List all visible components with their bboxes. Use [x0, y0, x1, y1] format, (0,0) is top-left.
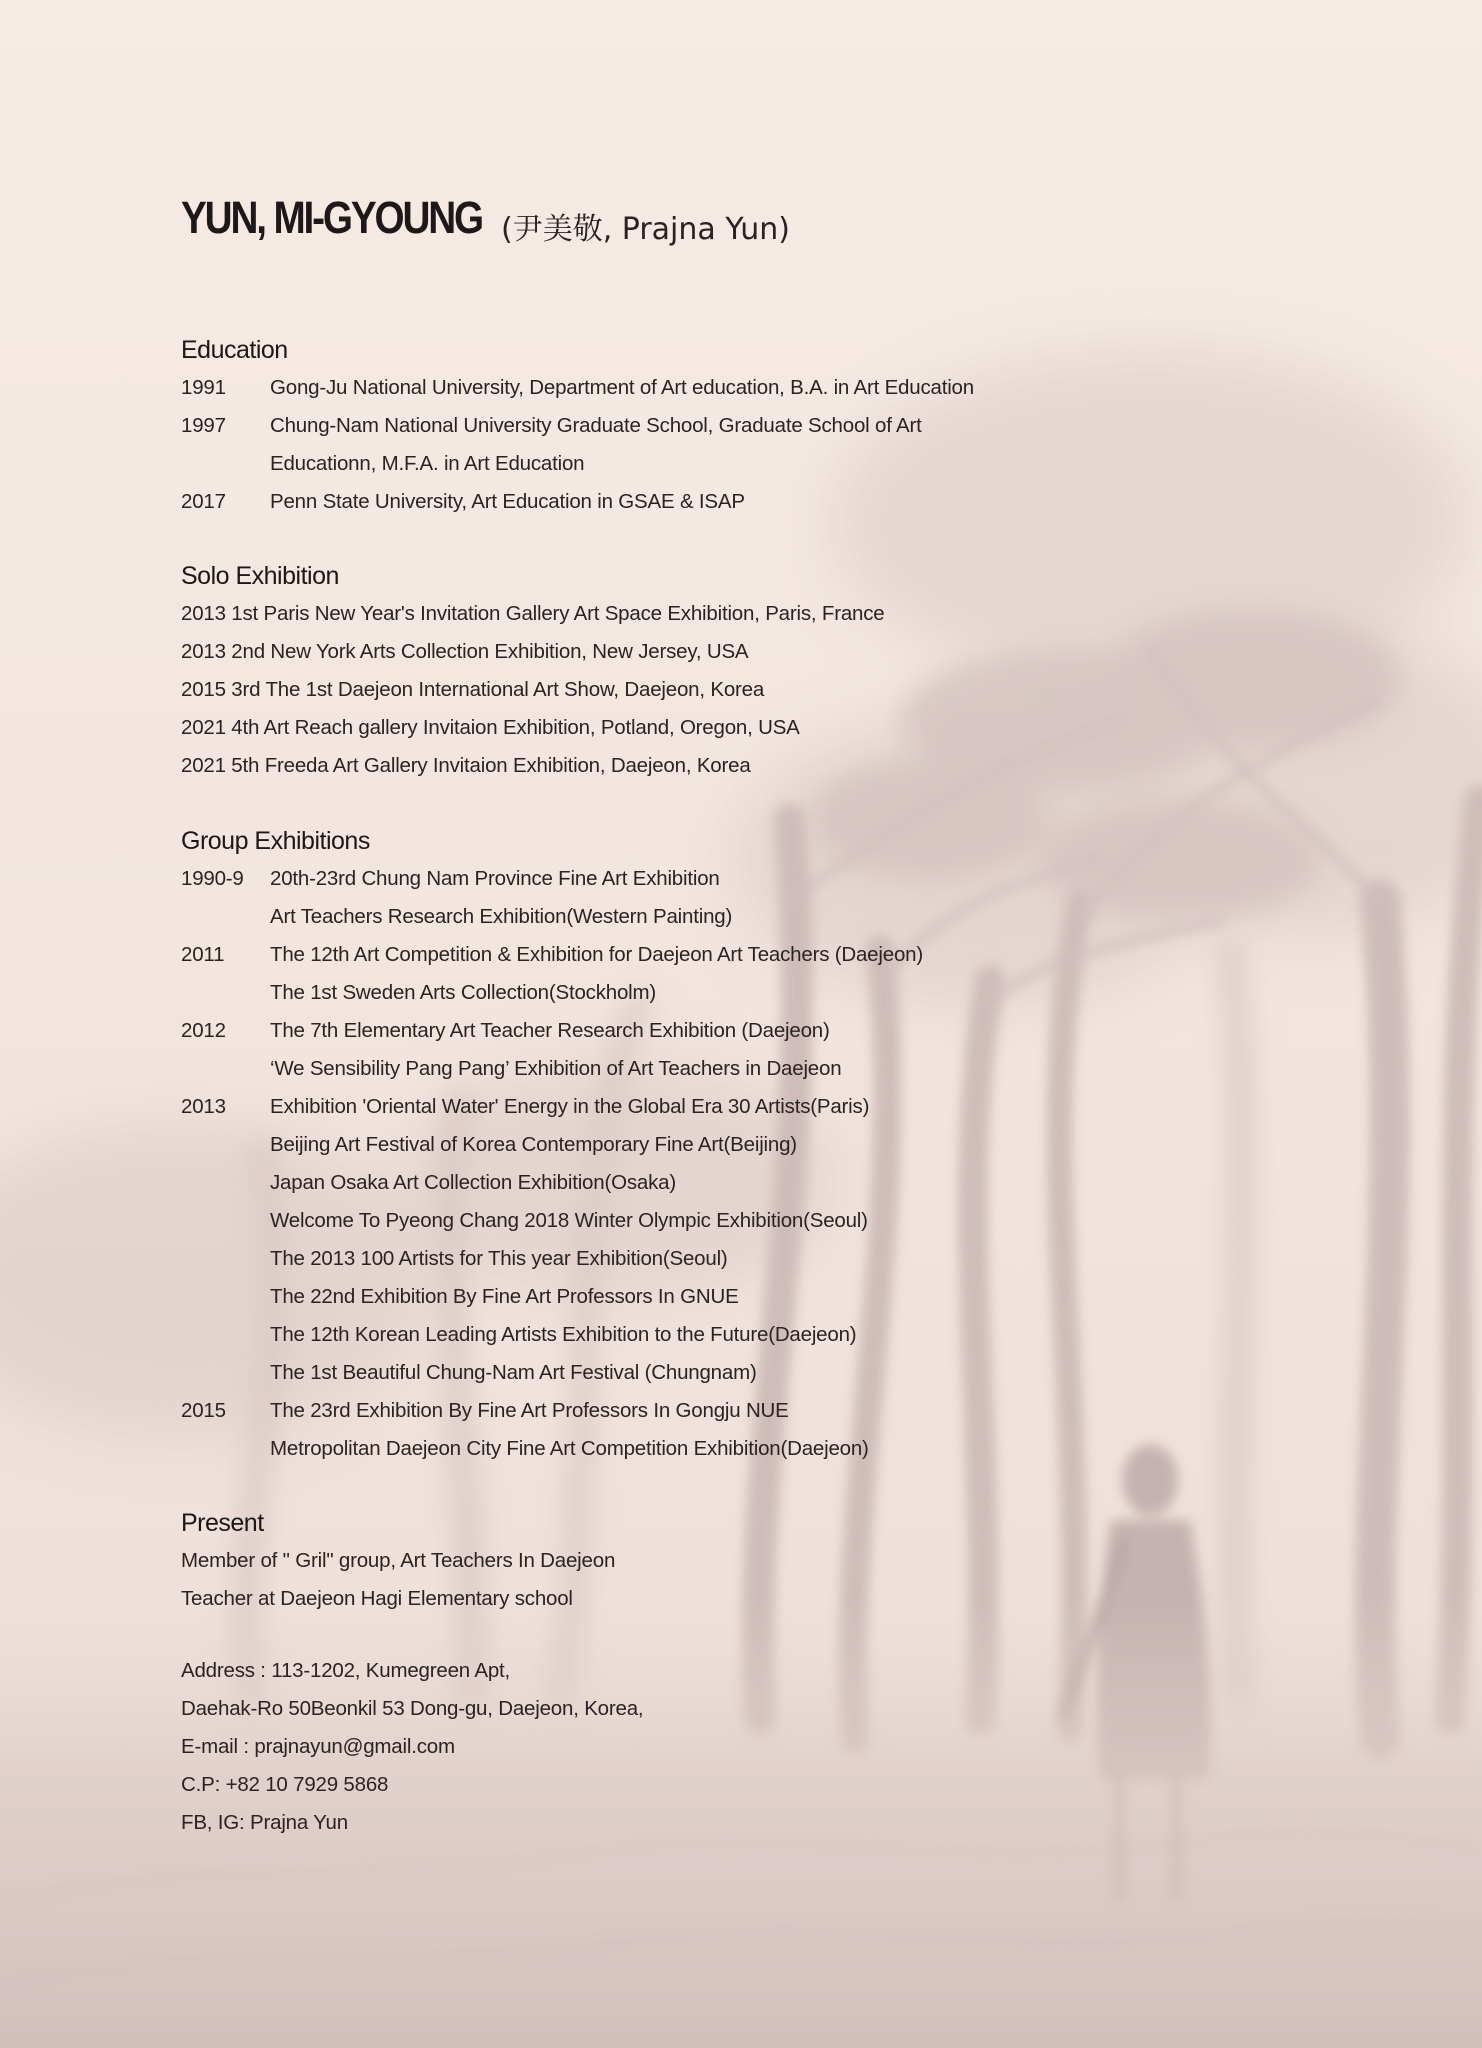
solo-exhibition-item: 2013 2nd New York Arts Collection Exhibition, New Jersey, USA — [181, 640, 749, 663]
year-spacer — [181, 1240, 270, 1278]
group-exhibition-year: 1990-9 — [181, 867, 244, 890]
education-year: 1997 — [181, 414, 226, 437]
group-exhibition-text: ‘We Sensibility Pang Pang’ Exhibition of Art Teachers in Daejeon — [270, 1057, 842, 1080]
group-exhibitions-section — [181, 822, 1281, 1468]
phone-line: C.P: +82 10 7929 5868 — [181, 1773, 389, 1796]
group-exhibition-item-continued — [181, 974, 1281, 1012]
group-exhibition-item-continued — [181, 1430, 1281, 1468]
group-exhibition-text: The 12th Korean Leading Artists Exhibition to the Future(Daejeon) — [270, 1323, 857, 1346]
education-text: Penn State University, Art Education in GSAE & ISAP — [270, 490, 745, 513]
solo-exhibition-section — [181, 557, 1281, 785]
group-exhibition-item — [181, 936, 1281, 974]
year-spacer — [181, 1202, 270, 1240]
year-spacer — [181, 1354, 270, 1392]
group-exhibition-text: The 7th Elementary Art Teacher Research Exhibition (Daejeon) — [270, 1019, 830, 1042]
social-line: FB, IG: Prajna Yun — [181, 1811, 348, 1834]
group-exhibition-year: 2015 — [181, 1399, 226, 1422]
group-exhibition-item-continued — [181, 1278, 1281, 1316]
group-exhibition-item-continued — [181, 898, 1281, 936]
present-heading: Present — [181, 1509, 264, 1537]
email-line: E-mail : prajnayun@gmail.com — [181, 1735, 455, 1758]
present-section — [181, 1504, 1281, 1618]
present-item: Member of " Gril" group, Art Teachers In Daejeon — [181, 1549, 616, 1572]
education-year: 1991 — [181, 376, 226, 399]
group-exhibition-text: The 2013 100 Artists for This year Exhibition(Seoul) — [270, 1247, 728, 1270]
education-item — [181, 483, 1281, 521]
group-exhibition-text: The 23rd Exhibition By Fine Art Professors In Gongju NUE — [270, 1399, 789, 1422]
contact-section — [181, 1652, 1281, 1842]
group-exhibitions-heading: Group Exhibitions — [181, 827, 370, 855]
year-spacer — [181, 445, 270, 483]
group-exhibition-item-continued — [181, 1050, 1281, 1088]
solo-exhibition-item: 2021 4th Art Reach gallery Invitaion Exhibition, Potland, Oregon, USA — [181, 716, 800, 739]
education-item — [181, 407, 1281, 445]
group-exhibition-text: Welcome To Pyeong Chang 2018 Winter Olympic Exhibition(Seoul) — [270, 1209, 868, 1232]
education-year: 2017 — [181, 490, 226, 513]
group-exhibition-text: The 12th Art Competition & Exhibition for Daejeon Art Teachers (Daejeon) — [270, 943, 923, 966]
group-exhibition-item-continued — [181, 1202, 1281, 1240]
year-spacer — [181, 1126, 270, 1164]
group-exhibition-item — [181, 1012, 1281, 1050]
group-exhibition-year: 2013 — [181, 1095, 226, 1118]
address-line: Daehak-Ro 50Beonkil 53 Dong-gu, Daejeon, Korea, — [181, 1697, 644, 1720]
solo-exhibition-heading: Solo Exhibition — [181, 562, 339, 590]
group-exhibition-text: Japan Osaka Art Collection Exhibition(Osaka) — [270, 1171, 676, 1194]
year-spacer — [181, 1278, 270, 1316]
group-exhibition-item-continued — [181, 1240, 1281, 1278]
solo-exhibition-item: 2015 3rd The 1st Daejeon International Art Show, Daejeon, Korea — [181, 678, 765, 701]
group-exhibition-item — [181, 860, 1281, 898]
year-spacer — [181, 1050, 270, 1088]
education-section — [181, 331, 1281, 521]
year-spacer — [181, 1316, 270, 1354]
education-item-continued — [181, 445, 1281, 483]
year-spacer — [181, 974, 270, 1012]
artist-alias: (尹美敬, Prajna Yun) — [501, 212, 790, 247]
group-exhibition-item-continued — [181, 1126, 1281, 1164]
year-spacer — [181, 1164, 270, 1202]
year-spacer — [181, 898, 270, 936]
education-item — [181, 369, 1281, 407]
group-exhibition-item-continued — [181, 1164, 1281, 1202]
education-text: Educationn, M.F.A. in Art Education — [270, 452, 585, 475]
artist-name: YUN, MI-GYOUNG — [181, 192, 483, 243]
group-exhibition-year: 2012 — [181, 1019, 226, 1042]
solo-exhibition-item: 2013 1st Paris New Year's Invitation Gallery Art Space Exhibition, Paris, France — [181, 602, 885, 625]
group-exhibition-text: Beijing Art Festival of Korea Contemporary Fine Art(Beijing) — [270, 1133, 797, 1156]
group-exhibition-text: Art Teachers Research Exhibition(Western Painting) — [270, 905, 733, 928]
group-exhibition-item — [181, 1392, 1281, 1430]
group-exhibition-year: 2011 — [181, 943, 225, 966]
group-exhibition-text: Metropolitan Daejeon City Fine Art Competition Exhibition(Daejeon) — [270, 1437, 869, 1460]
address-line: Address : 113-1202, Kumegreen Apt, — [181, 1659, 511, 1682]
education-heading: Education — [181, 336, 288, 364]
group-exhibition-text: The 22nd Exhibition By Fine Art Professors In GNUE — [270, 1285, 739, 1308]
education-text: Gong-Ju National University, Department of Art education, B.A. in Art Education — [270, 376, 974, 399]
group-exhibition-text: Exhibition 'Oriental Water' Energy in the Global Era 30 Artists(Paris) — [270, 1095, 870, 1118]
group-exhibition-item — [181, 1088, 1281, 1126]
education-text: Chung-Nam National University Graduate School, Graduate School of Art — [270, 414, 922, 437]
present-item: Teacher at Daejeon Hagi Elementary school — [181, 1587, 573, 1610]
group-exhibition-item-continued — [181, 1354, 1281, 1392]
group-exhibition-text: The 1st Sweden Arts Collection(Stockholm) — [270, 981, 657, 1004]
group-exhibition-text: 20th-23rd Chung Nam Province Fine Art Exhibition — [270, 867, 720, 890]
solo-exhibition-item: 2021 5th Freeda Art Gallery Invitaion Exhibition, Daejeon, Korea — [181, 754, 751, 777]
group-exhibition-text: The 1st Beautiful Chung-Nam Art Festival (Chungnam) — [270, 1361, 757, 1384]
year-spacer — [181, 1430, 270, 1468]
group-exhibition-item-continued — [181, 1316, 1281, 1354]
